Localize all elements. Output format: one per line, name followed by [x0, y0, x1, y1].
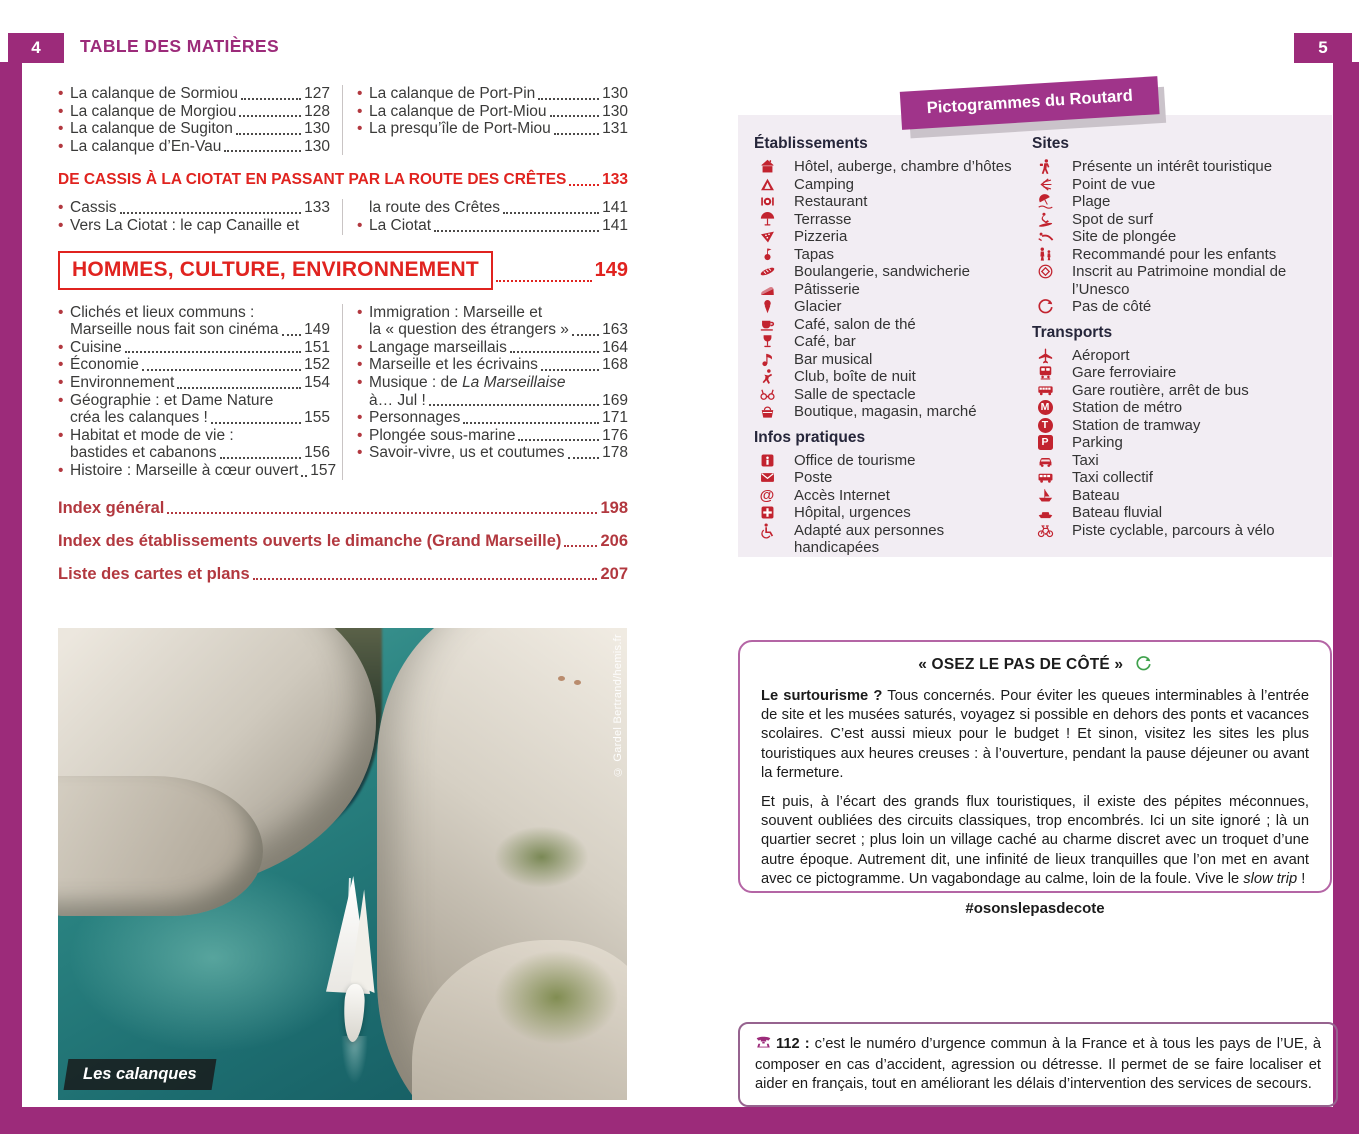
pictogram-row — [1032, 347, 1318, 365]
section-heading-cassis — [58, 171, 628, 189]
boulangerie-icon — [759, 263, 776, 280]
toc-entry: • Environnement 154 — [58, 373, 330, 391]
toc-entry: • Plongée sous-marine 176 — [357, 426, 628, 444]
toc-column — [343, 85, 628, 155]
group-transports — [1032, 347, 1318, 540]
photo-person — [558, 676, 565, 681]
pas-de-cote-green-icon — [1135, 655, 1152, 677]
group-title-sites: Sites — [1032, 135, 1070, 152]
pictogram-label: Parking — [1072, 434, 1123, 451]
pictogram-label: Recommandé pour les enfants — [1072, 245, 1277, 263]
pictogram-row — [1032, 211, 1318, 229]
toc-entry: • Vers La Ciotat : le cap Canaille et — [58, 216, 300, 234]
calanques-photo — [58, 628, 627, 1100]
group-title-transports: Transports — [1032, 323, 1113, 341]
toc-entry: • La calanque de Sormiou 127 — [58, 85, 330, 102]
toc-entry: • La calanque de Port-Miou 130 — [357, 102, 628, 120]
osez-text: Et puis, à l’écart des grands flux touristiques, il existe des pépites méconnues, souvent oubliées des circuits classiques, trop encombrés. Ici un site ignoré ; là un quartier secret ; plus loin un village caché au charme discret avec un troquet d’une autre époque. Autrement dit, une infinité de lieux tranquilles que l’on met en avant avec ce pictogramme. Un vagabondage au calme, loin de la foule. Vive le — [761, 794, 1309, 887]
metro-icon: M — [1038, 400, 1053, 415]
pictogram-label: Camping — [794, 175, 855, 193]
pictogram-row — [1032, 504, 1318, 522]
pictogram-label: Taxi — [1072, 451, 1099, 469]
terrasse-icon — [759, 211, 776, 228]
photo-person — [574, 680, 581, 685]
pictogram-row — [754, 316, 1032, 334]
pictogram-label: Salle de spectacle — [794, 385, 916, 403]
pictogram-row — [754, 487, 1032, 505]
pictogram-label: Point de vue — [1072, 175, 1156, 193]
pictogram-row — [1032, 364, 1318, 382]
osez-bold-lead: Le surtourisme ? — [761, 688, 883, 704]
left-page-number-tab: 4 — [8, 33, 64, 63]
sailboat-wake — [341, 1036, 368, 1084]
group-title-infos-pratiques: Infos pratiques — [754, 428, 866, 446]
pictogram-label: Adapté aux personnes handicapées — [794, 521, 945, 556]
toc-column — [58, 199, 343, 234]
pictogram-label: Hôpital, urgences — [794, 504, 911, 521]
restaurant-icon — [759, 193, 776, 210]
toc-entry: • Habitat et mode de vie : — [58, 426, 234, 444]
toc-entry: créa les calanques ! 155 — [70, 409, 330, 427]
toc-cassis — [58, 199, 628, 234]
pictogram-row — [754, 176, 1032, 194]
pictogram-row — [754, 228, 1032, 246]
hotel-icon — [759, 158, 776, 175]
section-page: 149 — [594, 258, 628, 281]
toc-entry: • La presqu’île de Port-Miou 131 — [357, 120, 628, 138]
phone-icon — [755, 1033, 772, 1056]
internet-icon: @ — [759, 486, 775, 504]
index-list — [58, 498, 628, 584]
osez-text: Tous concernés. Pour éviter les queues interminables à l’entrée de site et les musées saturés, voyagez si possible en dehors des ponts et vacances scolaires. C’est aussi mieux pour le budget ! Et sinon, visitez les sites les plus touristiques aux heures creuses : à l’ouverture, pendant la pause déjeuner ou avant la fermeture. — [761, 688, 1309, 781]
section-title: DE CASSIS À LA CIOTAT EN PASSANT PAR LA ROUTE DES CRÊTES — [58, 171, 567, 189]
taxi-collectif-icon — [1037, 469, 1054, 486]
dot-leader — [496, 280, 592, 282]
aeroport-icon — [1037, 347, 1054, 364]
pictogram-row — [1032, 469, 1318, 487]
toc-entry: • Immigration : Marseille et — [357, 303, 543, 321]
pictogram-row — [1032, 417, 1318, 435]
toc-entry: • Marseille et les écrivains 168 — [357, 356, 628, 374]
pictogram-row — [754, 193, 1032, 211]
point-de-vue-icon — [1037, 176, 1054, 193]
toc-column — [343, 304, 628, 480]
toc-column — [343, 199, 628, 234]
pictogram-label: Bar musical — [794, 350, 873, 368]
toc-entry: • Cuisine 151 — [58, 338, 330, 356]
toc-entry: • Langage marseillais 164 — [357, 338, 628, 356]
pictogram-row — [1032, 382, 1318, 400]
pictogram-label: Piste cyclable, parcours à vélo — [1072, 521, 1275, 539]
osez-hashtag: #osonslepasdecote — [965, 900, 1105, 918]
tramway-icon: T — [1038, 418, 1053, 433]
right-page-number-tab: 5 — [1294, 33, 1352, 63]
pictogram-label: Gare ferroviaire — [1072, 364, 1177, 381]
pictogram-row — [754, 263, 1032, 281]
pictogram-row — [754, 281, 1032, 299]
toc-entry: • La calanque d’En-Vau 130 — [58, 137, 330, 155]
osez-le-pas-de-cote-box — [738, 640, 1332, 918]
toc-entry: • Musique : de La Marseillaise — [357, 373, 566, 391]
photo-credit: © Gardel Bertrand/hemis.fr — [612, 634, 624, 778]
group-title-etablissements: Établissements — [754, 135, 868, 152]
pictogram-label: Spot de surf — [1072, 210, 1153, 228]
pictogram-row — [754, 211, 1032, 229]
emergency-112-box — [738, 1022, 1338, 1107]
toc-entry: Marseille nous fait son cinéma 149 — [70, 321, 330, 339]
section-heading-hommes — [58, 251, 628, 290]
osez-title-text: « OSEZ LE PAS DE CÔTÉ » — [918, 656, 1124, 673]
taxi-icon — [1037, 452, 1054, 469]
pas-de-cote-icon — [1135, 659, 1152, 676]
toc-entry: • Histoire : Marseille à cœur ouvert 157 — [58, 461, 337, 479]
pizzeria-icon — [759, 228, 776, 245]
pictogram-row — [1032, 452, 1318, 470]
pictogram-row — [1032, 298, 1318, 316]
pictogram-row — [754, 368, 1032, 386]
pictogram-row — [1032, 487, 1318, 505]
pictogram-row — [754, 469, 1032, 487]
pictogram-column-right — [1032, 135, 1318, 557]
office-tourisme-icon — [759, 452, 776, 469]
photo-vegetation — [494, 950, 619, 1045]
pictogram-label: Poste — [794, 469, 833, 486]
pictogram-label: Boutique, magasin, marché — [794, 403, 977, 420]
pictogram-row — [1032, 434, 1318, 452]
dot-leader — [569, 184, 599, 186]
toc-column — [58, 304, 343, 480]
bateau-fluvial-icon — [1037, 504, 1054, 521]
pictogram-row — [754, 351, 1032, 369]
gare-ferroviaire-icon — [1037, 364, 1054, 381]
pictogram-label: Taxi collectif — [1072, 469, 1153, 486]
gare-routiere-icon — [1037, 382, 1054, 399]
poste-icon — [759, 469, 776, 486]
spectacle-icon — [759, 386, 776, 403]
osez-title — [761, 655, 1309, 677]
pictogram-row — [754, 333, 1032, 351]
club-icon — [759, 368, 776, 385]
pictogram-label: Gare routière, arrêt de bus — [1072, 381, 1249, 399]
tapas-icon — [759, 246, 776, 263]
pictogram-label: Hôtel, auberge, chambre d’hôtes — [794, 158, 1012, 175]
pictogram-row — [1032, 193, 1318, 211]
pictogram-label: Café, bar — [794, 333, 856, 350]
left-spine-bar — [0, 62, 22, 1134]
pictogram-row — [754, 298, 1032, 316]
pictogram-row — [1032, 522, 1318, 540]
pictogram-label: Aéroport — [1072, 346, 1130, 364]
toc-entry: • La calanque de Morgiou 128 — [58, 102, 330, 120]
velo-icon — [1037, 522, 1054, 539]
toc-entry: la route des Crêtes 141 — [369, 199, 628, 217]
pictogram-label: Pas de côté — [1072, 298, 1152, 315]
section-page: 133 — [602, 171, 628, 189]
toc-entry: • Cassis 133 — [58, 199, 330, 217]
toc-entry: • Économie 152 — [58, 356, 330, 374]
toc-entry: • Personnages 171 — [357, 409, 628, 427]
index-entry: Liste des cartes et plans 207 — [58, 564, 628, 583]
pictogram-label: Tapas — [794, 245, 835, 263]
pictogram-row — [754, 504, 1032, 522]
cafe-the-icon — [759, 316, 776, 333]
pictogram-label: Glacier — [794, 298, 842, 315]
pictogram-label: Inscrit au Patrimoine mondial de l’Unesco — [1072, 263, 1287, 298]
pictogram-label: Pizzeria — [794, 228, 848, 245]
camping-icon — [759, 176, 776, 193]
pictogram-banner: Pictogrammes du Routard — [900, 76, 1160, 130]
pictogram-row — [1032, 399, 1318, 417]
toc-column — [58, 85, 343, 155]
cafe-bar-icon — [759, 333, 776, 350]
osez-paragraph-1 — [761, 687, 1309, 783]
toc-entry: • Savoir-vivre, us et coutumes 178 — [357, 444, 628, 462]
toc-entry: la « question des étrangers » 163 — [369, 321, 628, 339]
pictogram-row — [754, 386, 1032, 404]
interet-touristique-icon — [1037, 158, 1054, 175]
emergency-text: c’est le numéro d’urgence commun à la France et à tous les pays de l’UE, à composer en cas d’accident, agression ou détresse. Il permet de se faire localiser et aider en français, tout en améliorant les délais d’intervention des services de secours. — [755, 1036, 1321, 1093]
pictogram-label: Café, salon de thé — [794, 315, 916, 333]
sailboat-hull — [342, 984, 365, 1043]
surf-icon — [1037, 211, 1054, 228]
pictogram-row — [754, 452, 1032, 470]
photo-vegetation — [494, 826, 589, 888]
pictogram-label: Terrasse — [794, 210, 852, 228]
index-entry: Index général 198 — [58, 498, 628, 517]
pictogram-row — [754, 158, 1032, 176]
pictogram-label: Station de métro — [1072, 399, 1183, 416]
osez-italic: slow trip — [1243, 870, 1298, 887]
pictogram-label: Office de tourisme — [794, 451, 916, 469]
pas-de-cote-icon — [1037, 298, 1054, 315]
bar-musical-icon — [759, 351, 776, 368]
hopital-icon — [759, 504, 776, 521]
group-etablissements — [754, 158, 1032, 421]
pictogram-label: Club, boîte de nuit — [794, 368, 916, 385]
boutique-icon — [759, 403, 776, 420]
pictogram-column-left — [754, 135, 1032, 557]
glacier-icon — [759, 298, 776, 315]
group-infos-pratiques — [754, 452, 1032, 557]
pictogram-label: Bateau — [1072, 486, 1120, 504]
toc-entry: à… Jul ! 169 — [369, 391, 628, 409]
toc-entry: • La calanque de Port-Pin 130 — [357, 85, 628, 102]
section-title-boxed: HOMMES, CULTURE, ENVIRONNEMENT — [58, 251, 493, 290]
right-spine-bar — [1333, 62, 1359, 1134]
plage-icon — [1037, 193, 1054, 210]
pictogram-label: Plage — [1072, 193, 1111, 210]
toc-entry: • Clichés et lieux communs : — [58, 303, 255, 321]
pictogram-label: Site de plongée — [1072, 228, 1177, 245]
bateau-icon — [1037, 487, 1054, 504]
index-entry: Index des établissements ouverts le dimanche (Grand Marseille) 206 — [58, 531, 628, 550]
plongee-icon — [1037, 228, 1054, 245]
pictogram-label: Bateau fluvial — [1072, 504, 1163, 521]
enfants-icon — [1037, 246, 1054, 263]
toc-entry: • La calanque de Sugiton 130 — [58, 120, 330, 138]
pictogram-panel — [738, 86, 1332, 557]
pictogram-row — [754, 403, 1032, 421]
toc-entry: • Géographie : et Dame Nature — [58, 391, 274, 409]
osez-paragraph-2 — [761, 793, 1309, 889]
photo-caption — [64, 1059, 217, 1090]
photo-caption-label: Les calanques — [83, 1065, 197, 1083]
pictogram-label: Présente un intérêt touristique — [1072, 158, 1273, 175]
pictogram-row — [1032, 176, 1318, 194]
pictogram-label: Accès Internet — [794, 486, 890, 504]
toc-calanques — [58, 85, 628, 155]
toc-hommes — [58, 304, 628, 480]
unesco-icon — [1037, 263, 1054, 280]
bottom-bar — [0, 1107, 1359, 1134]
pictogram-row — [1032, 158, 1318, 176]
pictogram-label: Restaurant — [794, 193, 868, 210]
toc-entry: bastides et cabanons 156 — [70, 444, 330, 462]
pictogram-label: Station de tramway — [1072, 416, 1201, 434]
osez-text: ! — [1297, 870, 1306, 887]
pictogram-row — [1032, 263, 1318, 298]
emergency-number: 112 : — [776, 1036, 810, 1052]
phone-icon — [755, 1038, 772, 1054]
patisserie-icon — [759, 281, 776, 298]
toc-entry: • La Ciotat 141 — [357, 216, 628, 234]
handicap-icon — [759, 522, 776, 539]
page-title: TABLE DES MATIÈRES — [80, 36, 280, 56]
group-sites — [1032, 158, 1318, 316]
pictogram-row — [1032, 228, 1318, 246]
pictogram-label: Boulangerie, sandwicherie — [794, 263, 970, 280]
pictogram-row — [754, 246, 1032, 264]
parking-icon: P — [1038, 435, 1053, 450]
pictogram-label: Pâtisserie — [794, 280, 860, 298]
left-page — [58, 36, 628, 584]
pictogram-row — [1032, 246, 1318, 264]
pictogram-row — [754, 522, 1032, 557]
